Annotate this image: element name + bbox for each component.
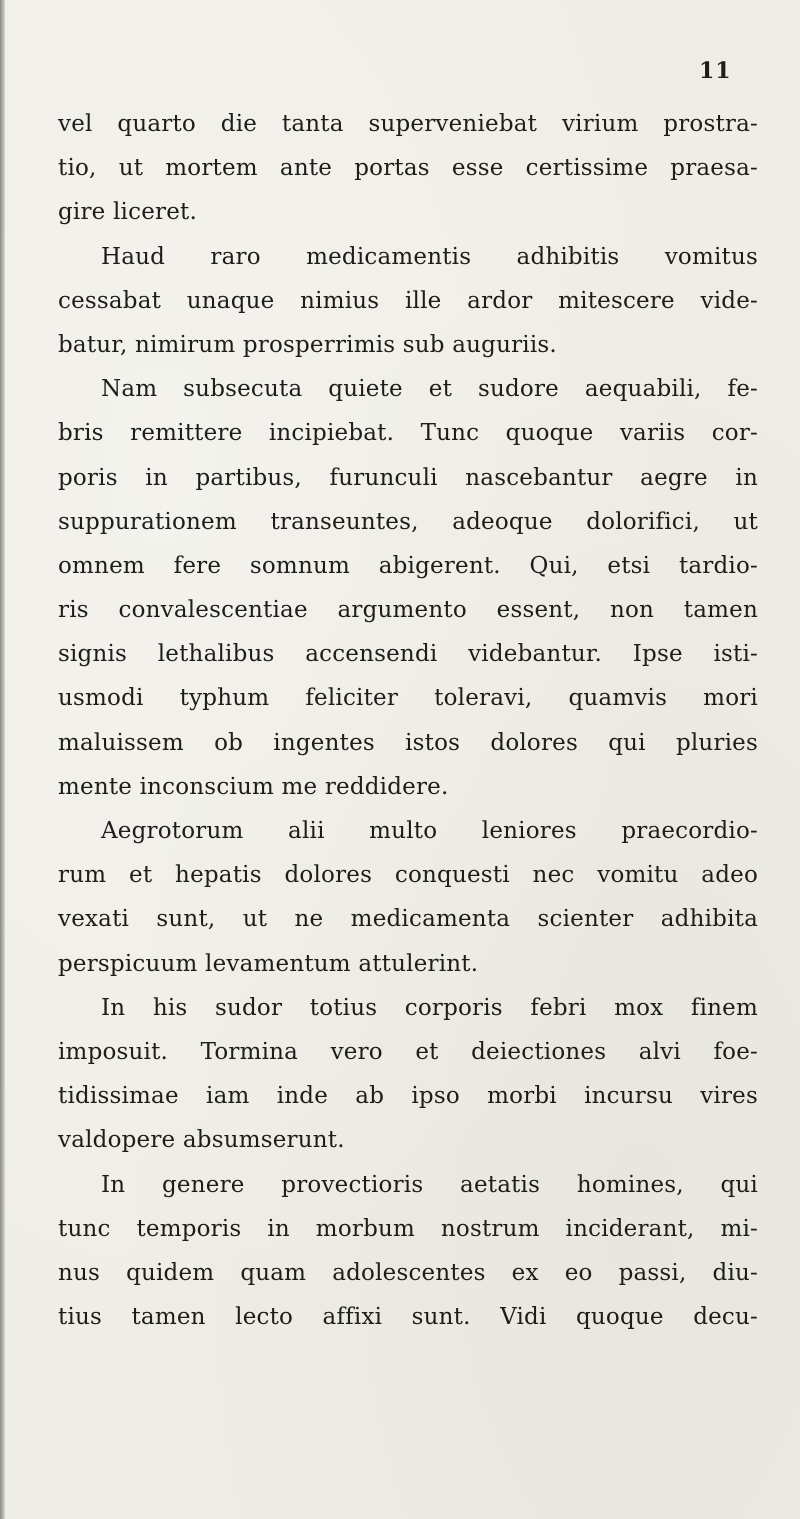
paragraph-start-line: Nam subsecuta quiete et sudore aequabili, fe- (101, 376, 758, 403)
text-line: tio, ut mortem ante portas esse certissime praesa- (58, 155, 758, 182)
text-line: signis lethalibus accensendi videbantur. Ipse isti- (58, 641, 758, 668)
paragraph-start-line: Haud raro medicamentis adhibitis vomitus (101, 243, 758, 270)
paragraph-start-line: Aegrotorum alii multo leniores praecordio- (101, 818, 758, 844)
text-line: tidissimae iam inde ab ipso morbi incursu vires (58, 1083, 758, 1110)
text-line: maluissem ob ingentes istos dolores qui pluries (58, 729, 758, 756)
paragraph-start-line: In genere provectioris aetatis homines, qui (101, 1171, 758, 1198)
text-line: mente inconscium me reddidere. (58, 773, 449, 800)
text-line: gire liceret. (58, 199, 197, 226)
page-binding-edge (0, 0, 5, 1519)
text-line: rum et hepatis dolores conquesti nec vomitu adeo (58, 862, 758, 889)
text-line: imposuit. Tormina vero et deiectiones alvi foe- (58, 1038, 758, 1065)
text-line: usmodi typhum feliciter toleravi, quamvis mori (58, 685, 758, 712)
page-number: 11 (699, 58, 732, 84)
body-text (58, 102, 758, 1339)
text-line: perspicuum levamentum attulerint. (58, 950, 479, 977)
text-line: bris remittere incipiebat. Tunc quoque variis cor- (58, 420, 758, 447)
text-line: poris in partibus, furunculi nascebantur aegre in (58, 464, 758, 491)
text-line: cessabat unaque nimius ille ardor mitescere vide- (58, 287, 758, 314)
text-line: tunc temporis in morbum nostrum inciderant, mi- (58, 1215, 758, 1242)
text-line: valdopere absumserunt. (58, 1127, 345, 1154)
text-line: batur, nimirum prosperrimis sub auguriis. (58, 331, 557, 358)
text-line: vexati sunt, ut ne medicamenta scienter adhibita (58, 906, 758, 933)
text-line: vel quarto die tanta superveniebat virium prostra- (58, 111, 758, 137)
text-line: tius tamen lecto affixi sunt. Vidi quoque decu- (58, 1304, 758, 1331)
text-line: omnem fere somnum abigerent. Qui, etsi tardio- (58, 552, 758, 579)
text-line: nus quidem quam adolescentes ex eo passi, diu- (58, 1259, 758, 1286)
text-line: ris convalescentiae argumento essent, non tamen (58, 597, 758, 624)
paragraph-start-line: In his sudor totius corporis febri mox finem (101, 994, 758, 1021)
text-line: suppurationem transeuntes, adeoque dolorifici, ut (58, 508, 758, 535)
